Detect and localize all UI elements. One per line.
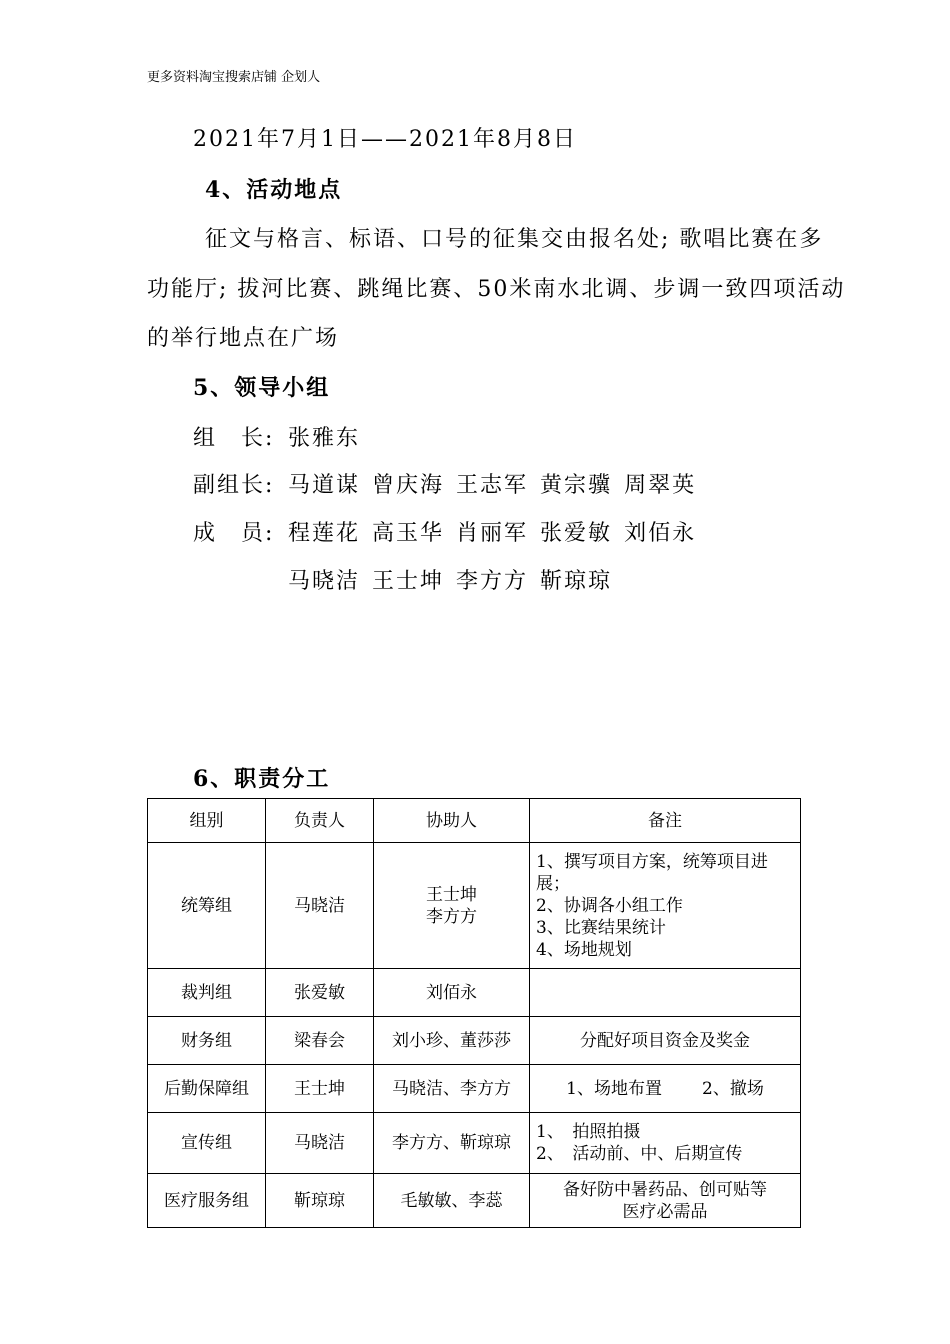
cell-leader: 马晓洁 [266,843,374,969]
deputy-name: 曾庆海 [372,473,445,498]
cell-assist: 毛敏敏、李蕊 [374,1174,530,1228]
deputy-name: 王志军 [456,473,529,498]
member-name: 高玉华 [372,521,445,546]
section4-line-1: 征文与格言、标语、口号的征集交由报名处; 歌唱比赛在多 [205,227,824,252]
table-row [148,1174,801,1228]
table-row [148,1065,801,1113]
note-line: 1、 拍照拍摄 [536,1122,641,1142]
member-name: 李方方 [456,569,529,594]
member-name: 王士坤 [372,569,445,594]
duty-table [147,798,801,1228]
cell-group: 财务组 [148,1017,266,1065]
member-name: 马晓洁 [288,569,361,594]
member-label: 成 员: [193,521,275,546]
section6-title: 6、职责分工 [193,766,331,792]
leader-name: 张雅东 [288,426,361,451]
header-assist: 协助人 [374,799,530,843]
cell-group: 统筹组 [148,843,266,969]
note-line: 医疗必需品 [622,1201,708,1222]
table-row [148,1017,801,1065]
table-row [148,969,801,1017]
member-name: 程莲花 [288,521,361,546]
section4-line-2: 功能厅; 拔河比赛、跳绳比赛、50米南水北调、步调一致四项活动 [147,277,846,302]
deputy-list [288,468,696,499]
deputy-name: 黄宗骥 [540,473,613,498]
cell-assist: 马晓洁、李方方 [374,1065,530,1113]
cell-assist: 刘小珍、董莎莎 [374,1017,530,1065]
cell-notes [530,969,801,1017]
member-list-row2 [288,564,612,595]
note-line: 2、协调各小组工作 [536,895,683,916]
cell-notes [530,1113,801,1174]
header-leader: 负责人 [266,799,374,843]
leader-label: 组 长: [193,426,275,451]
cell-leader: 靳琼琼 [266,1174,374,1228]
cell-leader: 张爱敏 [266,969,374,1017]
page-header: 更多资料淘宝搜索店铺 企划人 [147,70,321,85]
member-name: 肖丽军 [456,521,529,546]
cell-assist: 刘佰永 [374,969,530,1017]
cell-group: 后勤保障组 [148,1065,266,1113]
note-line: 3、比赛结果统计 [536,917,666,938]
deputy-name: 周翠英 [624,473,697,498]
cell-leader: 王士坤 [266,1065,374,1113]
cell-notes [530,843,801,969]
cell-notes [530,1065,801,1113]
cell-group: 裁判组 [148,969,266,1017]
note-line: 1、场地布置 [566,1078,662,1099]
cell-notes: 分配好项目资金及奖金 [530,1017,801,1065]
deputy-label: 副组长: [193,473,275,498]
date-range: 2021年7月1日——2021年8月8日 [193,127,577,152]
section5-title: 5、领导小组 [193,375,331,401]
deputy-name: 马道谋 [288,473,361,498]
member-name: 刘佰永 [624,521,697,546]
cell-group: 宣传组 [148,1113,266,1174]
member-list-row1 [288,516,696,547]
assist-line: 李方方 [426,906,477,927]
note-line: 2、 活动前、中、后期宣传 [536,1144,743,1164]
cell-notes [530,1174,801,1228]
table-header-row [148,799,801,843]
assist-line: 王士坤 [426,884,477,905]
cell-assist [374,843,530,969]
cell-assist: 李方方、靳琼琼 [374,1113,530,1174]
header-notes: 备注 [530,799,801,843]
cell-leader: 马晓洁 [266,1113,374,1174]
note-line: 展； [536,873,570,894]
member-name: 张爱敏 [540,521,613,546]
note-line: 1、撰写项目方案，统筹项目进 [536,851,768,872]
member-name: 靳琼琼 [540,569,613,594]
header-group: 组别 [148,799,266,843]
cell-group: 医疗服务组 [148,1174,266,1228]
note-line: 4、场地规划 [536,939,632,960]
cell-leader: 梁春会 [266,1017,374,1065]
section4-line-3: 的举行地点在广场 [147,326,340,351]
section4-title: 4、活动地点 [205,177,343,203]
table-row [148,843,801,969]
note-line: 备好防中暑药品、创可贴等 [563,1179,767,1200]
table-row [148,1113,801,1174]
note-line: 2、撤场 [702,1078,764,1099]
